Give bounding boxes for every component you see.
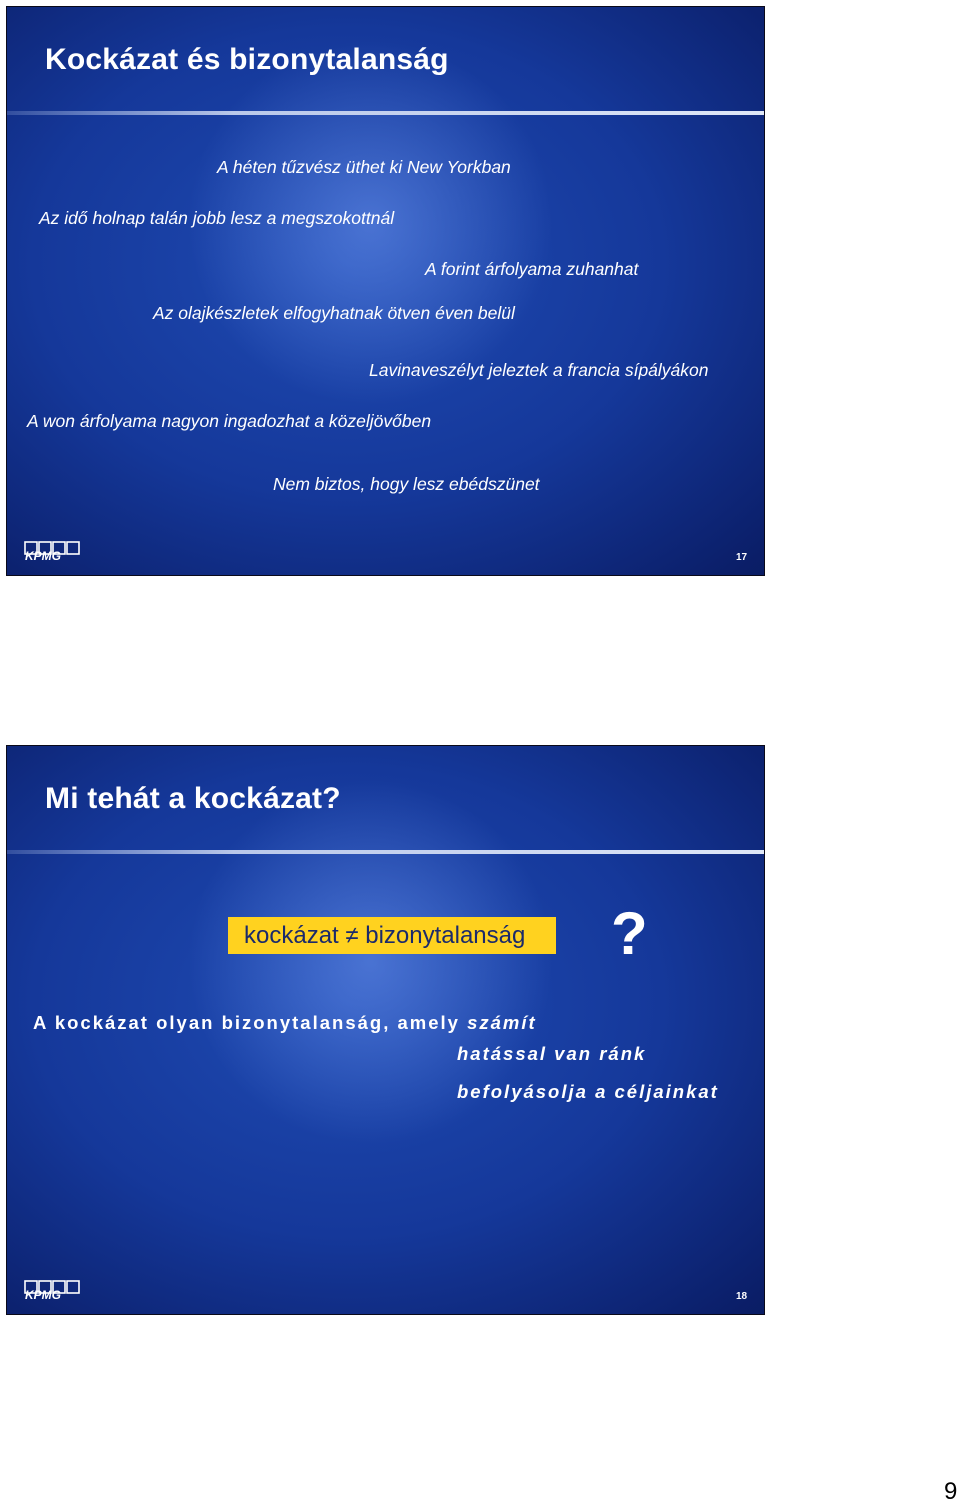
kpmg-logo [23, 541, 81, 561]
page-number: 18 [736, 1291, 748, 1302]
definition-line [33, 1012, 537, 1034]
equation-highlight: kockázat ≠ bizonytalanság [228, 917, 556, 954]
kpmg-logo [23, 1280, 81, 1300]
statement-won: A won árfolyama nagyon ingadozhat a közeljövőben [27, 411, 432, 431]
slide-17 [6, 6, 765, 576]
definition-option-matters: számít [467, 1012, 537, 1033]
statement-fire: A héten tűzvész üthet ki New Yorkban [217, 157, 511, 177]
slide-title: Mi tehát a kockázat? [45, 782, 341, 815]
definition-option-goals: befolyásolja a céljainkat [457, 1081, 719, 1102]
statement-forint: A forint árfolyama zuhanhat [425, 259, 639, 279]
slide-title: Kockázat és bizonytalanság [45, 43, 449, 76]
title-divider [7, 850, 764, 854]
svg-text:KPMG: KPMG [25, 1288, 61, 1300]
title-divider [7, 111, 764, 115]
statement-oil: Az olajkészletek elfogyhatnak ötven éven belül [153, 303, 515, 323]
sheet-page-number: 9 [944, 1478, 958, 1505]
question-mark: ? [611, 900, 648, 967]
svg-text:KPMG: KPMG [25, 549, 61, 561]
statement-weather: Az idő holnap talán jobb lesz a megszokottnál [39, 208, 395, 228]
slide-18 [6, 745, 765, 1315]
definition-option-affects: hatással van ránk [457, 1043, 647, 1064]
statement-lunch: Nem biztos, hogy lesz ebédszünet [273, 474, 540, 494]
definition-lead: A kockázat olyan bizonytalanság, amely [33, 1012, 460, 1033]
statement-avalanche: Lavinaveszélyt jeleztek a francia sípályákon [369, 360, 709, 380]
page-number: 17 [736, 552, 748, 563]
